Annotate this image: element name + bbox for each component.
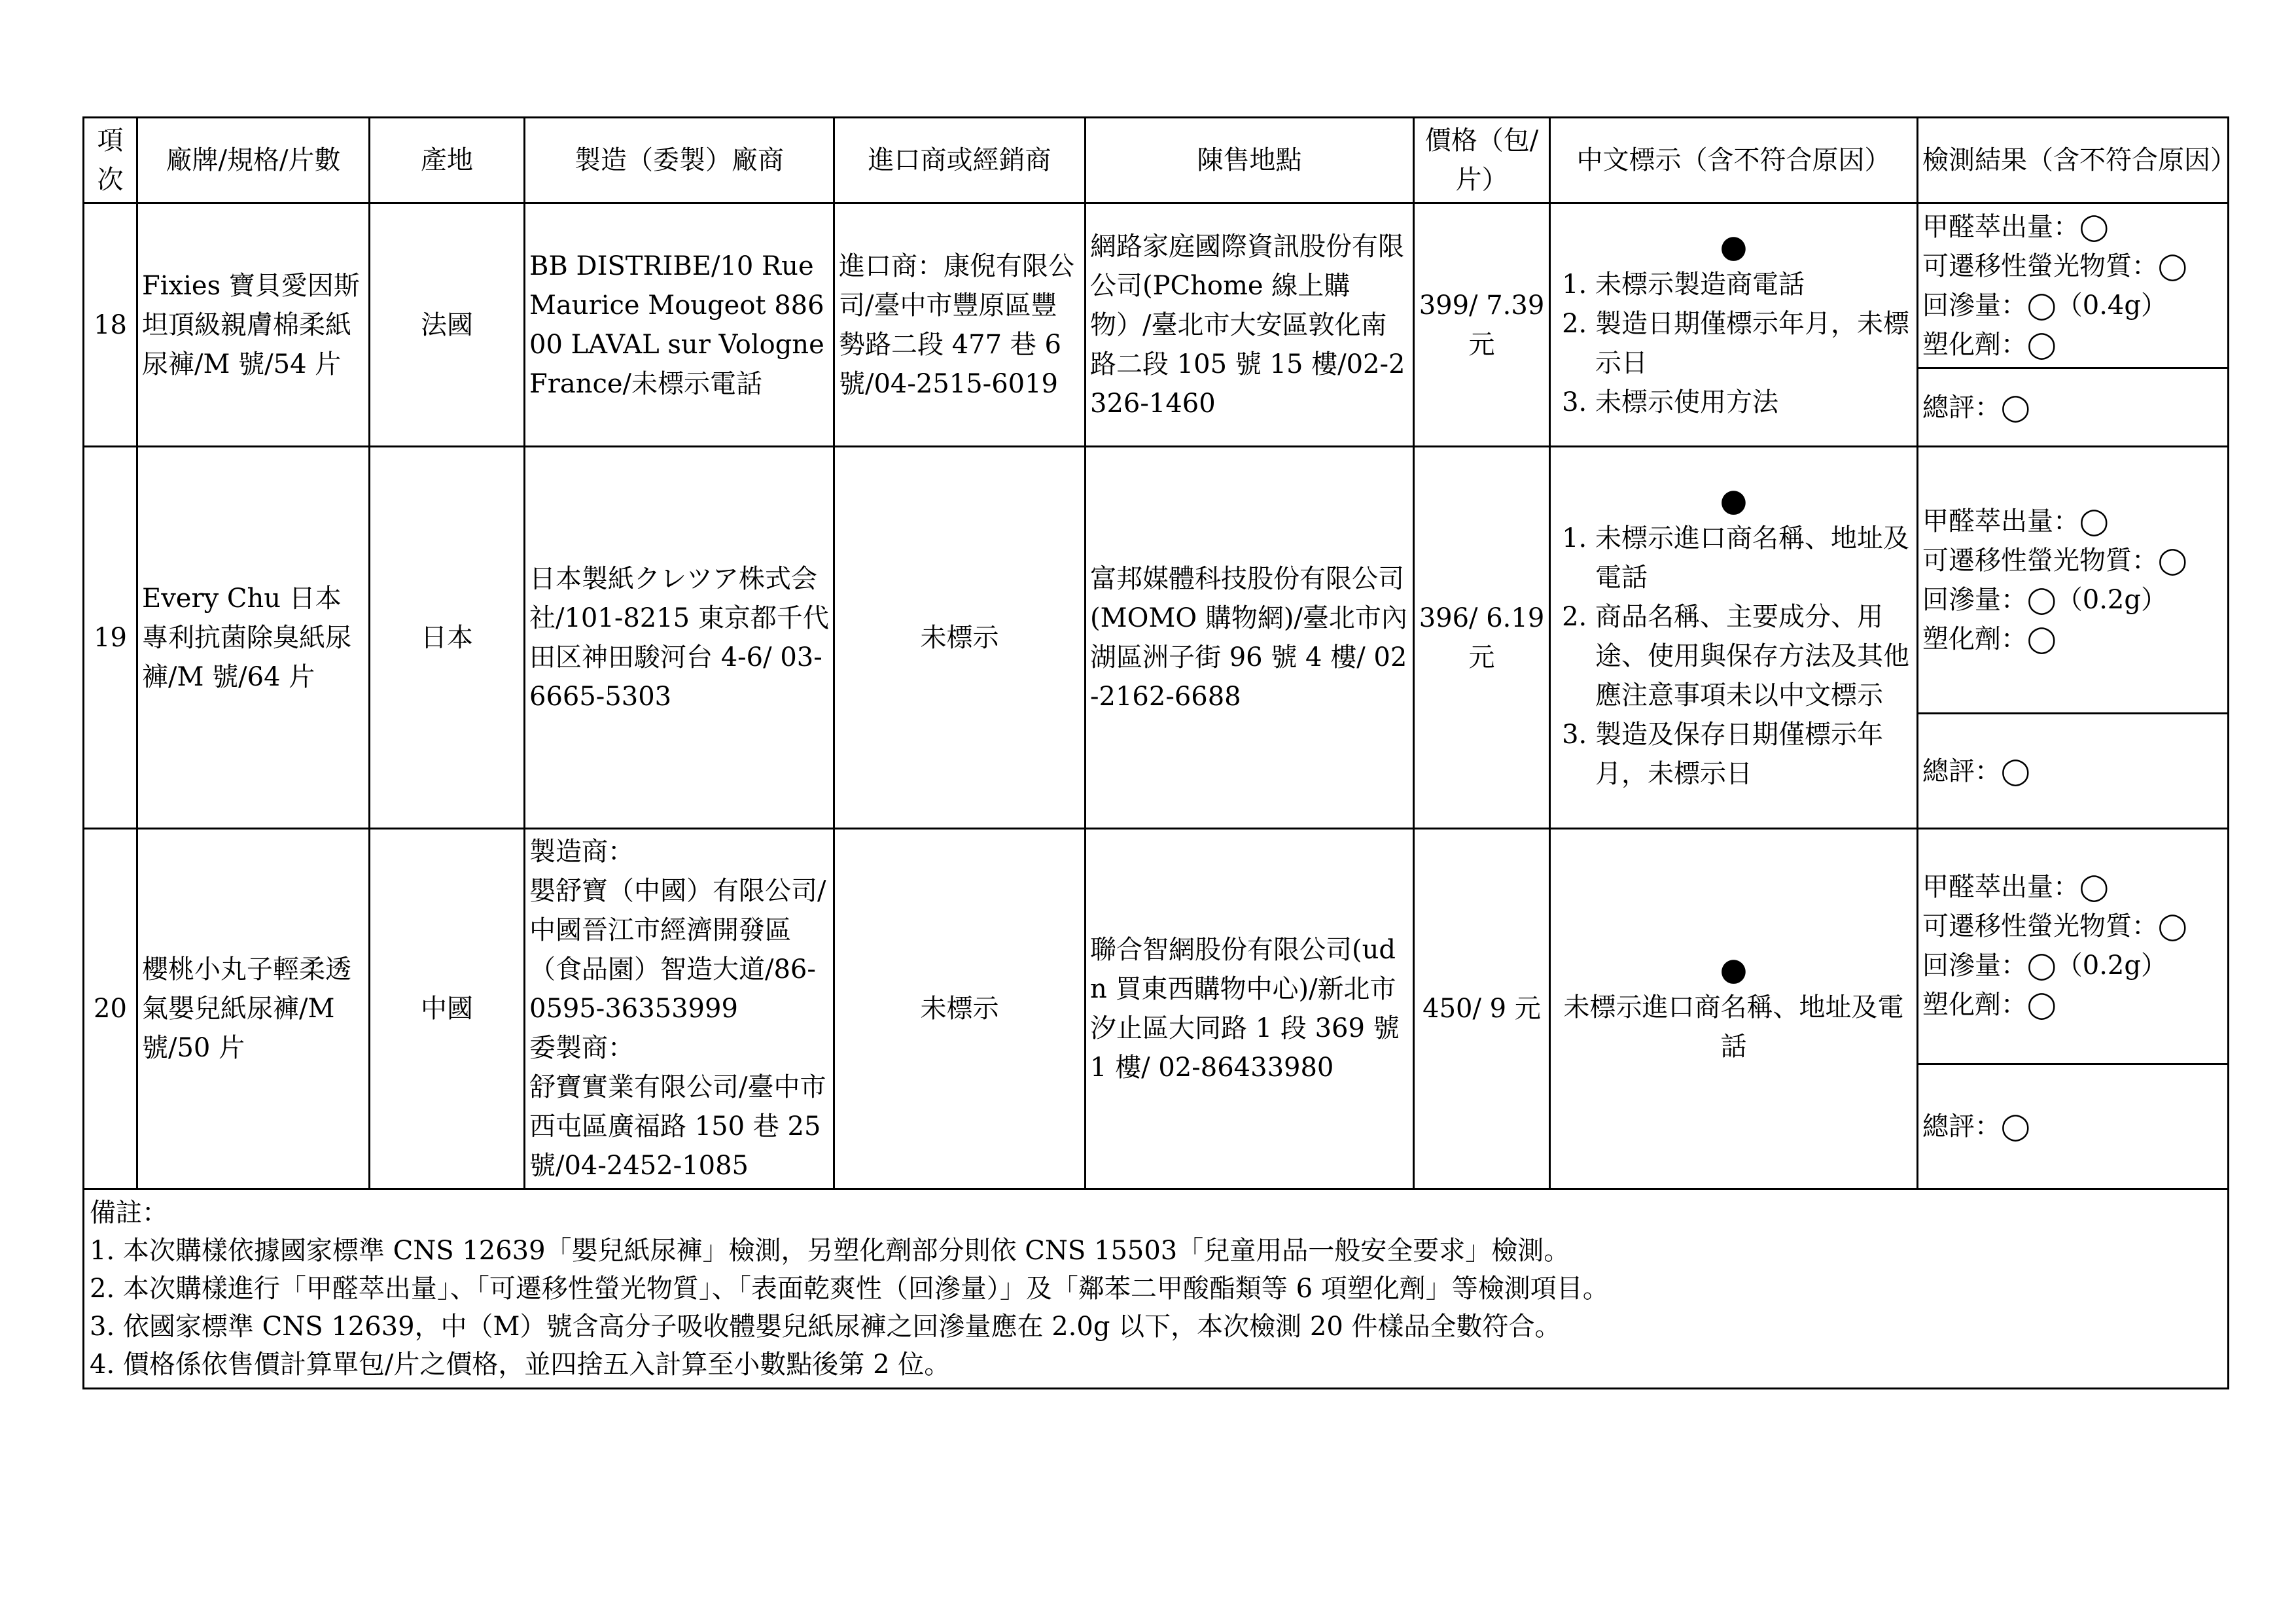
test-results [1918, 829, 2229, 1064]
fail-reasons [1555, 265, 1913, 422]
price: 450/ 9 元 [1414, 829, 1550, 1189]
list-item: 3. 製造及保存日期僅標示年月，未標示日 [1595, 715, 1913, 794]
brand-spec: Every Chu 日本專利抗菌除臭紙尿褲/M 號/64 片 [137, 447, 370, 829]
note-item: 2. 本次購樣進行「甲醛萃出量」、「可遷移性螢光物質」、「表面乾爽性（回滲量）」及「鄰苯二甲酸酯類等 6 項塑化劑」等檢測項目。 [90, 1274, 1609, 1304]
plasticizer-result: 塑化劑：◯ [1922, 623, 2057, 654]
header-importer: 進口商或經銷商 [834, 118, 1086, 203]
seller: 網路家庭國際資訊股份有限公司(PChome 線上購物）/臺北市大安區敦化南路二段 105 號 15 樓/02-2326-1460 [1086, 203, 1414, 447]
maker-detail: 嬰舒寶（中國）有限公司/中國晉江市經濟開發區（食品園）智造大道/86-0595-36353999 [529, 876, 826, 1024]
header-price: 價格（包/片） [1414, 118, 1550, 203]
fail-mark: ● [1720, 481, 1748, 519]
table-row [84, 829, 2229, 1064]
list-item: 2. 商品名稱、主要成分、用途、使用與保存方法及其他應注意事項未以中文標示 [1595, 597, 1913, 715]
header-maker: 製造（委製）廠商 [525, 118, 834, 203]
price: 399/ 7.39 元 [1414, 203, 1550, 447]
origin: 日本 [370, 447, 525, 829]
origin: 法國 [370, 203, 525, 447]
list-item: 3. 未標示使用方法 [1595, 383, 1913, 422]
origin: 中國 [370, 829, 525, 1189]
inspection-table-page [82, 116, 2236, 1389]
header-row [84, 118, 2229, 203]
rewet-result: 回滲量：◯（0.4g） [1922, 290, 2167, 321]
test-results [1918, 203, 2229, 368]
fail-mark: ● [1720, 228, 1748, 265]
header-result: 檢測結果（含不符合原因） [1918, 118, 2229, 203]
rewet-result: 回滲量：◯（0.2g） [1922, 584, 2167, 615]
note-item: 3. 依國家標準 CNS 12639，中（M）號含高分子吸收體嬰兒紙尿褲之回滲量應在 2.0g 以下，本次檢測 20 件樣品全數符合。 [90, 1312, 1561, 1342]
overall-result: 總評：◯ [1918, 714, 2229, 829]
seller: 富邦媒體科技股份有限公司(MOMO 購物網)/臺北市內湖區洲子街 96 號 4 樓/ 02-2162-6688 [1086, 447, 1414, 829]
manufacturer [525, 829, 834, 1189]
list-item: 1. 未標示進口商名稱、地址及電話 [1595, 519, 1913, 597]
overall-result: 總評：◯ [1918, 368, 2229, 447]
manufacturer: 日本製紙クレツア株式会社/101-8215 東京都千代田区神田駿河台 4-6/ 03-6665-5303 [525, 447, 834, 829]
table-row [84, 203, 2229, 368]
importer: 未標示 [834, 829, 1086, 1189]
header-no: 項次 [84, 118, 137, 203]
notes [84, 1189, 2229, 1389]
header-label: 中文標示（含不符合原因） [1550, 118, 1918, 203]
seller: 聯合智網股份有限公司(udn 買東西購物中心)/新北市汐止區大同路 1 段 369 號 1 樓/ 02-86433980 [1086, 829, 1414, 1189]
fail-reasons [1555, 519, 1913, 794]
list-item: 1. 未標示製造商電話 [1595, 265, 1913, 304]
plasticizer-result: 塑化劑：◯ [1922, 329, 2057, 360]
list-item: 2. 製造日期僅標示年月，未標示日 [1595, 304, 1913, 383]
commissioner-label: 委製商： [529, 1033, 634, 1063]
fluorescent-result: 可遷移性螢光物質：◯ [1922, 911, 2187, 942]
rewet-result: 回滲量：◯（0.2g） [1922, 951, 2167, 981]
fail-mark: ● [1720, 951, 1748, 988]
label-check [1550, 829, 1918, 1189]
header-origin: 產地 [370, 118, 525, 203]
importer: 進口商：康倪有限公司/臺中市豐原區豐勢路二段 477 巷 6 號/04-2515-6019 [834, 203, 1086, 447]
table-row [84, 447, 2229, 714]
inspection-table [82, 116, 2236, 1389]
label-check [1550, 203, 1918, 447]
header-brand: 廠牌/規格/片數 [137, 118, 370, 203]
importer: 未標示 [834, 447, 1086, 829]
label-check [1550, 447, 1918, 829]
formaldehyde-result: 甲醛萃出量：◯ [1922, 872, 2109, 903]
note-item: 4. 價格係依售價計算單包/片之價格，並四捨五入計算至小數點後第 2 位。 [90, 1350, 951, 1380]
manufacturer: BB DISTRIBE/10 Rue Maurice Mougeot 88600 LAVAL sur Vologne France/未標示電話 [525, 203, 834, 447]
commissioner-detail: 舒寶實業有限公司/臺中市西屯區廣福路 150 巷 25 號/04-2452-1085 [529, 1072, 826, 1181]
test-results [1918, 447, 2229, 714]
formaldehyde-result: 甲醛萃出量：◯ [1922, 211, 2109, 242]
item-no: 20 [84, 829, 137, 1189]
price: 396/ 6.19 元 [1414, 447, 1550, 829]
brand-spec: Fixies 寶貝愛因斯坦頂級親膚棉柔紙尿褲/M 號/54 片 [137, 203, 370, 447]
header-seller: 陳售地點 [1086, 118, 1414, 203]
note-item: 1. 本次購樣依據國家標準 CNS 12639「嬰兒紙尿褲」檢測，另塑化劑部分則依 CNS 15503「兒童用品一般安全要求」檢測。 [90, 1236, 1570, 1266]
notes-title: 備註： [90, 1198, 168, 1228]
fluorescent-result: 可遷移性螢光物質：◯ [1922, 545, 2187, 576]
maker-label: 製造商： [529, 837, 634, 867]
fluorescent-result: 可遷移性螢光物質：◯ [1922, 251, 2187, 281]
brand-spec: 櫻桃小丸子輕柔透氣嬰兒紙尿褲/M 號/50 片 [137, 829, 370, 1189]
formaldehyde-result: 甲醛萃出量：◯ [1922, 506, 2109, 536]
notes-row [84, 1189, 2229, 1389]
overall-result: 總評：◯ [1918, 1064, 2229, 1189]
item-no: 18 [84, 203, 137, 447]
fail-reason: 未標示進口商名稱、地址及電話 [1563, 992, 1904, 1062]
item-no: 19 [84, 447, 137, 829]
plasticizer-result: 塑化劑：◯ [1922, 990, 2057, 1021]
